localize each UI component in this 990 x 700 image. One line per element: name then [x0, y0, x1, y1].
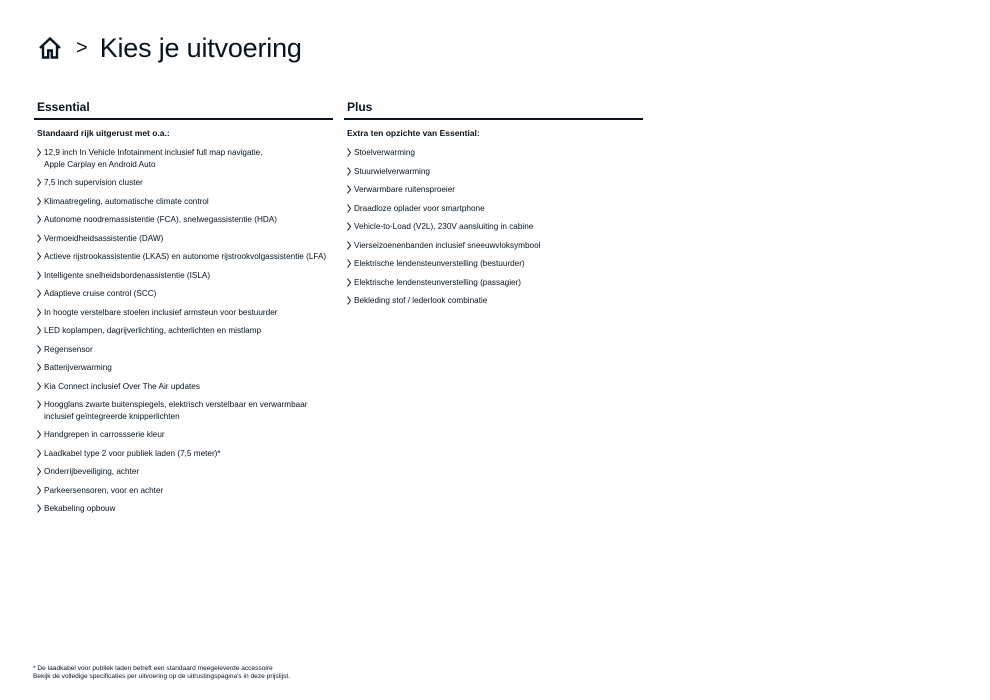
feature-text: LED koplampen, dagrijverlichting, achterlichten en mistlamp — [44, 326, 262, 335]
feature-item — [37, 362, 333, 374]
plus-title: Plus — [347, 100, 373, 114]
feature-item — [347, 277, 643, 289]
feature-item — [37, 177, 333, 189]
feature-text: Verwarmbare ruitensproeier — [354, 185, 456, 194]
chevron-right-icon — [347, 241, 351, 250]
chevron-right-icon — [347, 296, 351, 305]
feature-text: Actieve rijstrookassistentie (LKAS) en autonome rijstrookvolgassistentie (LFA) — [44, 252, 327, 261]
feature-text: Draadloze oplader voor smartphone — [354, 203, 485, 213]
essential-column — [34, 100, 333, 522]
plus-divider — [344, 118, 643, 120]
feature-item — [37, 147, 333, 170]
feature-text: Laadkabel type 2 voor publiek laden (7,5 meter)* — [44, 448, 221, 458]
plus-column — [344, 100, 643, 314]
feature-text: Bekabeling opbouw — [44, 504, 116, 513]
feature-text: 12,9 inch In Vehicle Infotainment inclusief full map navigatie, Apple Carplay en Android Auto — [44, 148, 263, 169]
feature-text: Elektrische lendensteunverstelling (bestuurder) — [354, 259, 525, 268]
feature-text: Bekleding stof / lederlook combinatie — [354, 296, 488, 305]
chevron-right-icon — [37, 363, 41, 372]
feature-text: Parkeersensoren, voor en achter — [44, 485, 164, 495]
feature-item — [347, 147, 643, 159]
feature-text: Handgrepen in carrossserie kleur — [44, 430, 165, 439]
feature-item — [347, 295, 643, 307]
feature-text: Vierseizoenenbanden inclusief sneeuwvloksymbool — [354, 240, 541, 250]
feature-item — [37, 381, 333, 393]
chevron-right-icon — [37, 271, 41, 280]
feature-text: Autonome noodremassistentie (FCA), snelwegassistentie (HDA) — [44, 215, 277, 224]
essential-divider — [34, 118, 333, 120]
chevron-right-icon — [37, 345, 41, 354]
chevron-right-icon — [37, 215, 41, 224]
essential-title: Essential — [37, 100, 90, 114]
feature-item — [37, 344, 333, 356]
chevron-right-icon — [37, 308, 41, 317]
feature-text: Stuurwielverwarming — [354, 166, 430, 176]
feature-item — [37, 307, 333, 319]
chevron-right-icon — [347, 204, 351, 213]
chevron-right-icon — [37, 467, 41, 476]
breadcrumb-separator: > — [76, 36, 88, 59]
feature-item — [37, 196, 333, 208]
feature-text: Intelligente snelheidsbordenassistentie (ISLA) — [44, 270, 211, 280]
chevron-right-icon — [37, 486, 41, 495]
feature-item — [37, 325, 333, 337]
feature-item — [37, 448, 333, 460]
feature-item — [347, 203, 643, 215]
chevron-right-icon — [347, 278, 351, 287]
chevron-right-icon — [37, 400, 41, 409]
feature-item — [347, 240, 643, 252]
feature-text: 7,5 inch supervision cluster — [44, 178, 143, 187]
chevron-right-icon — [37, 252, 41, 261]
chevron-right-icon — [37, 382, 41, 391]
feature-text: Regensensor — [44, 344, 93, 354]
chevron-right-icon — [347, 259, 351, 268]
home-icon[interactable] — [38, 36, 62, 60]
feature-item — [37, 233, 333, 245]
chevron-right-icon — [37, 234, 41, 243]
feature-item — [37, 503, 333, 515]
feature-item — [37, 214, 333, 226]
chevron-right-icon — [37, 197, 41, 206]
feature-item — [347, 221, 643, 233]
footnote-line-1: * De laadkabel voor publiek laden betreft een standaard meegeleverde accessoire — [33, 665, 273, 672]
feature-item — [37, 399, 333, 422]
chevron-right-icon — [347, 148, 351, 157]
feature-text: Vermoeidheidsassistentie (DAW) — [44, 233, 164, 243]
chevron-right-icon — [347, 222, 351, 231]
feature-text: Stoelverwarming — [354, 148, 415, 157]
feature-item — [37, 251, 333, 263]
feature-text: Onderrijbeveiliging, achter — [44, 467, 140, 476]
footnote — [33, 665, 290, 682]
chevron-right-icon — [37, 289, 41, 298]
feature-item — [37, 429, 333, 441]
chevron-right-icon — [37, 504, 41, 513]
feature-text: Vehicle-to-Load (V2L), 230V aansluiting in cabine — [354, 222, 534, 231]
breadcrumb — [38, 30, 302, 66]
chevron-right-icon — [347, 167, 351, 176]
feature-text: Klimaatregeling, automatische climate control — [44, 196, 209, 206]
essential-subtitle: Standaard rijk uitgerust met o.a.: — [37, 128, 170, 138]
page-title: Kies je uitvoering — [99, 32, 302, 63]
feature-item — [37, 466, 333, 478]
feature-text: Batterijverwarming — [44, 363, 112, 372]
feature-item — [37, 485, 333, 497]
feature-item — [37, 270, 333, 282]
feature-text: Adaptieve cruise control (SCC) — [44, 289, 157, 298]
footnote-line-2: Bekijk de volledige specificaties per uitvoering op de uitrustingspagina's in deze prijslijst. — [33, 673, 291, 681]
chevron-right-icon — [37, 326, 41, 335]
chevron-right-icon — [37, 449, 41, 458]
feature-item — [347, 184, 643, 196]
plus-subtitle: Extra ten opzichte van Essential: — [347, 128, 480, 138]
feature-text: Kia Connect inclusief Over The Air updates — [44, 381, 200, 391]
plus-feature-list — [344, 147, 643, 307]
feature-text: Hoogglans zwarte buitenspiegels, elektrisch verstelbaar en verwarmbaar inclusief geïntegreerde knipperlichten — [44, 400, 308, 421]
feature-text: In hoogte verstelbare stoelen inclusief armsteun voor bestuurder — [44, 307, 278, 317]
feature-item — [37, 288, 333, 300]
essential-feature-list — [34, 147, 333, 515]
chevron-right-icon — [37, 430, 41, 439]
chevron-right-icon — [37, 148, 41, 157]
feature-item — [347, 166, 643, 178]
feature-item — [347, 258, 643, 270]
feature-text: Elektrische lendensteunverstelling (passagier) — [354, 277, 522, 287]
chevron-right-icon — [37, 178, 41, 187]
chevron-right-icon — [347, 185, 351, 194]
